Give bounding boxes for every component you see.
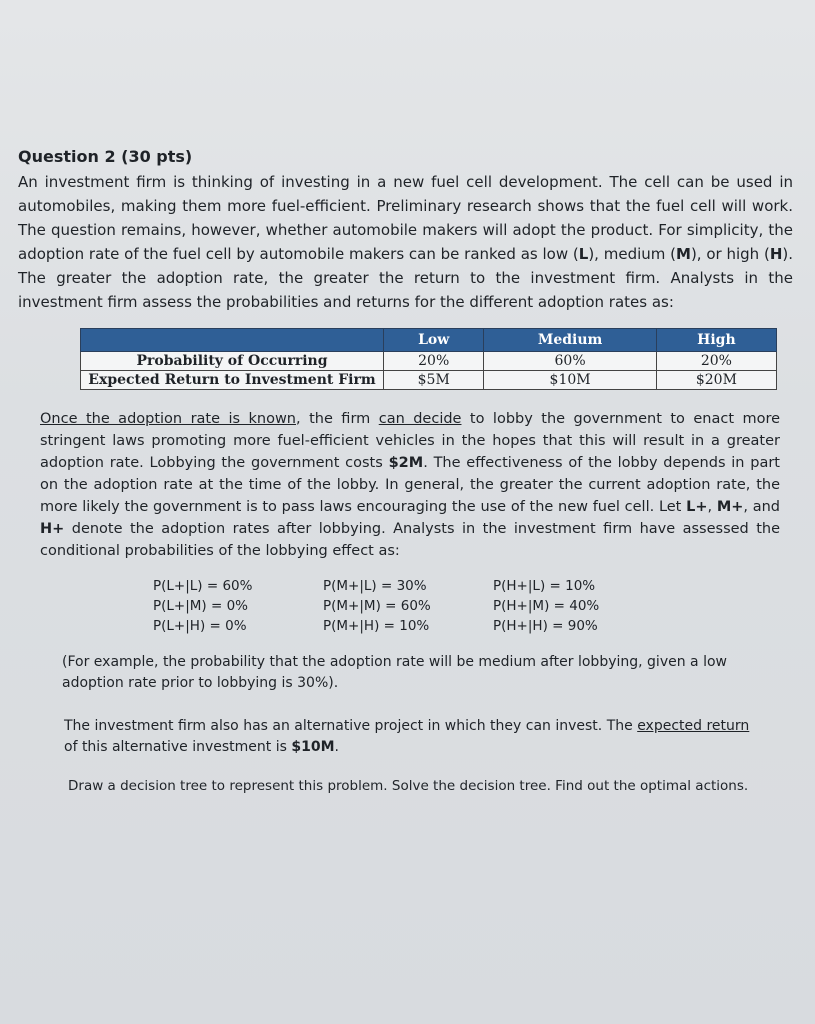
- task-instruction: Draw a decision tree to represent this problem. Solve the decision tree. Find out the optimal actions.: [68, 778, 749, 794]
- conditional-probabilities: [153, 576, 793, 636]
- table-cell: 60%: [484, 352, 656, 371]
- medium-symbol: M: [676, 245, 691, 263]
- prob-item: P(M+|H) = 10%: [323, 618, 430, 634]
- prob-column-l: [153, 576, 323, 636]
- table-header-cell: High: [656, 329, 776, 352]
- table-row-label: Probability of Occurring: [81, 352, 384, 371]
- lobby-can-decide: can decide: [378, 411, 462, 427]
- prob-item: P(L+|L) = 60%: [153, 578, 253, 594]
- low-symbol: L: [578, 245, 589, 263]
- lobby-paragraph: [40, 408, 780, 562]
- intro-text: ), medium (: [588, 245, 677, 263]
- prob-column-m: [323, 576, 493, 636]
- table-header-cell: Medium: [484, 329, 656, 352]
- lobby-lead: Once the adoption rate is known: [40, 411, 297, 427]
- mplus-symbol: M+: [716, 499, 744, 515]
- table-row: [81, 371, 777, 390]
- question-document: [18, 147, 793, 797]
- high-symbol: H: [769, 245, 783, 263]
- adoption-table-wrap: [80, 328, 777, 390]
- alt-text: The investment firm also has an alternative project in which they can invest. The: [64, 718, 638, 734]
- table-row: [81, 352, 777, 371]
- table-cell: $20M: [656, 371, 776, 390]
- intro-text: An investment firm is thinking of investing in a new fuel cell development. The cell can be used in automobiles, making them more fuel-efficient. Preliminary research shows that the fuel cell will work. The question remains, however, whether automobile makers will adopt the product. For simplicity, the adoption rate of the fuel cell by automobile makers can be ranked as low (: [18, 173, 793, 263]
- prob-item: P(H+|M) = 40%: [493, 598, 600, 614]
- lobby-text: denote the adoption rates after lobbying. Analysts in the investment firm have assessed the conditional probabilities of the lobbying effect as:: [40, 521, 780, 559]
- table-header-cell: Low: [384, 329, 484, 352]
- prob-item: P(L+|M) = 0%: [153, 598, 249, 614]
- alt-text: .: [334, 739, 339, 755]
- question-title: Question 2 (30 pts): [18, 147, 193, 166]
- lobby-text: to lobby the government to enact more stringent laws promoting more fuel-efficient vehicles in the hopes that this will result in a greater adoption rate. Lobbying the government costs: [40, 411, 781, 471]
- adoption-table: [80, 328, 777, 390]
- lobby-text: , the firm: [296, 411, 379, 427]
- table-header-row: [81, 329, 777, 352]
- alt-expected-return: expected return: [637, 718, 750, 734]
- table-header-cell: [81, 329, 384, 352]
- table-cell: 20%: [384, 352, 484, 371]
- lobby-text: . The effectiveness of the lobby depends in part on the adoption rate at the time of the lobby. In general, the greater the current adoption rate, the more likely the government is to pass laws encouraging the use of the new fuel cell. Let: [40, 455, 780, 515]
- table-cell: $10M: [484, 371, 656, 390]
- table-cell: $5M: [384, 371, 484, 390]
- lplus-symbol: L+: [686, 499, 708, 515]
- table-row-label: Expected Return to Investment Firm: [81, 371, 384, 390]
- intro-text: ). The greater the adoption rate, the greater the return to the investment firm. Analysts in the investment firm assess the probabilities and returns for the different adoption rates as:: [18, 245, 794, 311]
- intro-text: ), or high (: [690, 245, 770, 263]
- lobby-text: , and: [743, 499, 781, 515]
- prob-item: P(H+|L) = 10%: [493, 578, 596, 594]
- prob-item: P(M+|M) = 60%: [323, 598, 431, 614]
- lobby-cost: $2M: [388, 455, 424, 471]
- intro-paragraph: [18, 170, 793, 314]
- prob-item: P(H+|H) = 90%: [493, 618, 598, 634]
- alt-text: of this alternative investment is: [64, 739, 292, 755]
- prob-item: P(L+|H) = 0%: [153, 618, 247, 634]
- prob-column-h: [493, 576, 673, 636]
- table-cell: 20%: [656, 352, 776, 371]
- prob-item: P(M+|L) = 30%: [323, 578, 427, 594]
- example-note: (For example, the probability that the adoption rate will be medium after lobbying, given a low adoption rate prior to lobbying is 30%).: [62, 654, 727, 691]
- alt-value: $10M: [291, 739, 335, 755]
- alternative-paragraph: [64, 716, 764, 758]
- hplus-symbol: H+: [40, 521, 65, 537]
- lobby-text: ,: [707, 499, 717, 515]
